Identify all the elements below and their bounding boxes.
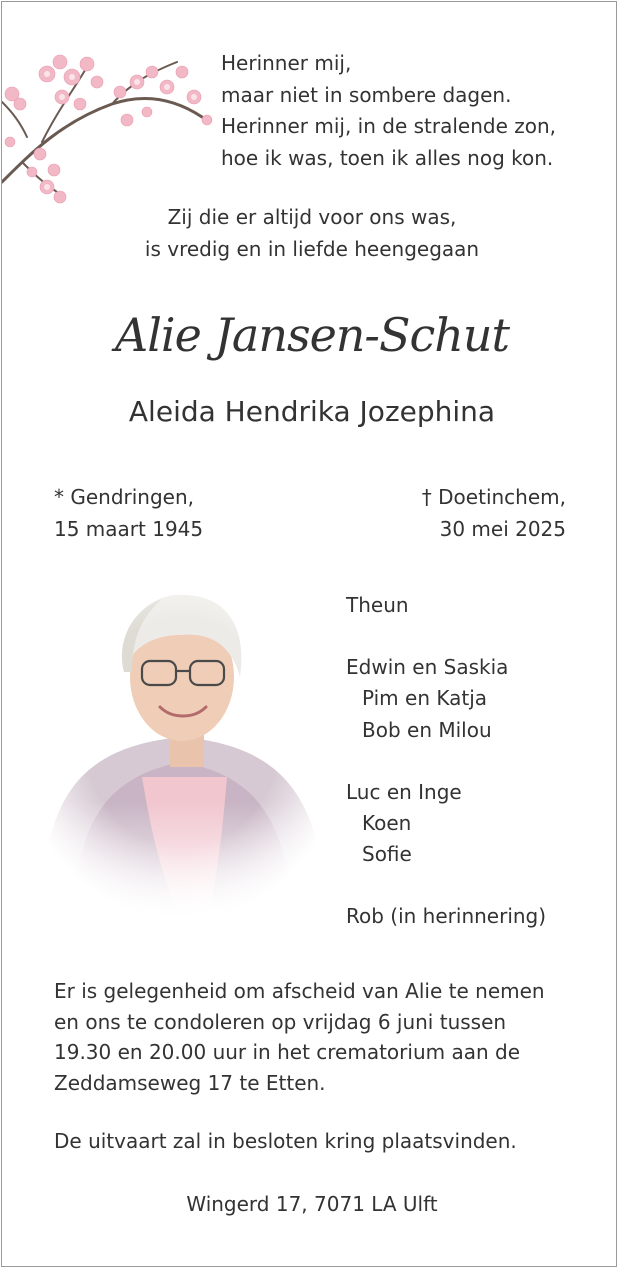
death-info — [422, 482, 566, 545]
notice-line: 19.30 en 20.00 uur in het crematorium aan de — [54, 1040, 521, 1064]
birth-info — [54, 482, 203, 545]
family-member: Luc en Inge — [346, 779, 462, 804]
poem-line: Herinner mij, in de stralende zon, — [221, 114, 557, 138]
portrait-photo — [32, 577, 332, 922]
poem-line: Herinner mij, — [221, 51, 352, 75]
poem-line: hoe ik was, toen ik alles nog kon. — [221, 145, 554, 170]
poem-line: maar niet in sombere dagen. — [221, 82, 512, 107]
family-member: Pim en Katja — [362, 686, 488, 711]
obituary-card — [1, 1, 617, 1267]
notice-line: Er is gelegenheid om afscheid van Alie te nemen — [54, 979, 545, 1003]
family-member: Edwin en Saskia — [346, 655, 509, 680]
poem — [221, 48, 556, 174]
family-member: Koen — [362, 811, 412, 836]
family-spacer — [346, 621, 546, 652]
family-member: Rob (in herinnering) — [346, 904, 547, 929]
family-list — [346, 590, 546, 933]
birth-place: * Gendringen, — [54, 485, 195, 509]
correspondence-address: Wingerd 17, 7071 LA Ulft — [186, 1192, 438, 1216]
deceased-full-name: Aleida Hendrika Jozephina — [128, 395, 496, 428]
family-spacer — [346, 746, 546, 777]
family-member: Theun — [346, 593, 409, 617]
family-member: Bob en Milou — [362, 717, 492, 742]
notice-line: Zeddamseweg 17 te Etten. — [54, 1070, 326, 1095]
death-date: 30 mei 2025 — [439, 516, 566, 541]
condolence-notice — [54, 976, 545, 1098]
family-member: Sofie — [362, 842, 412, 867]
cherry-blossom-branch — [2, 42, 217, 222]
family-spacer — [346, 870, 546, 901]
birth-date: 15 maart 1945 — [54, 516, 204, 541]
intro-text — [2, 202, 620, 265]
death-place: † Doetinchem, — [421, 485, 566, 509]
deceased-name: Alie Jansen-Schut — [115, 308, 509, 362]
private-funeral-note: De uitvaart zal in besloten kring plaatsvinden. — [54, 1129, 517, 1153]
intro-line: Zij die er altijd voor ons was, — [167, 205, 457, 229]
notice-line: en ons te condoleren op vrijdag 6 juni tussen — [54, 1009, 507, 1034]
intro-line: is vredig en in liefde heengegaan — [144, 236, 480, 261]
